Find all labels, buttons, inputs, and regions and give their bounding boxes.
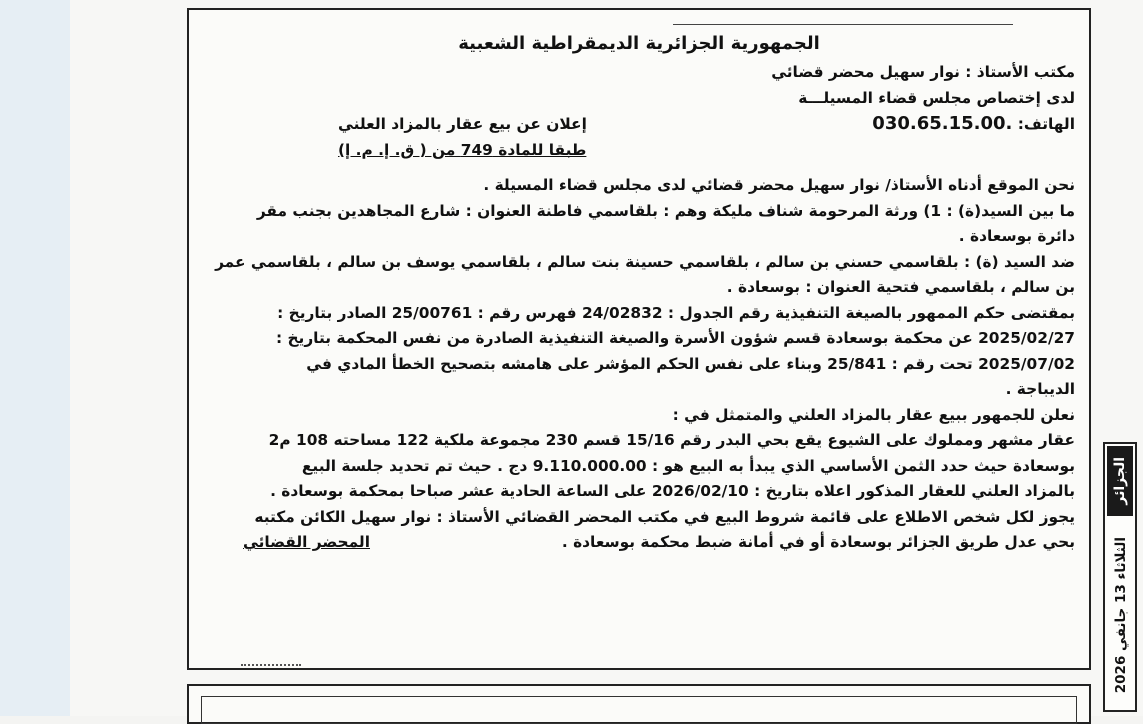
notice-content: [203, 16, 1075, 662]
next-notice-box: [187, 684, 1091, 724]
phone-label: الهاتف:: [1017, 115, 1075, 133]
body-line: 2025/07/02 تحت رقم : 25/841 وبناء على نفس الحكم المؤشر على هامشه بتصحيح الخطأ المادي في: [306, 354, 1075, 373]
republic-title: الجمهورية الجزائرية الديمقراطية الشعبية: [458, 33, 820, 54]
next-notice-inner-border: [201, 696, 1077, 724]
issue-date: الثلاثاء 13 جانفي 2026: [1113, 536, 1129, 694]
phone-announcement-row: [203, 111, 1075, 138]
signature-dots: [241, 664, 301, 666]
notice-body: [203, 173, 1075, 556]
legal-basis: طبقا للمادة 749 من ( ق. إ. م. إ): [338, 140, 587, 159]
phone-number: .030.65.15.00: [872, 113, 1013, 134]
body-line: 2025/02/27 عن محكمة بوسعادة قسم شؤون الأسرة والصيغة التنفيذية الصادرة من نفس المحكمة بتاريخ :: [275, 329, 1075, 347]
body-line: نعلن للجمهور ببيع عقار بالمزاد العلني والمتمثل في :: [672, 405, 1075, 424]
body-line: عقار مشهر ومملوك على الشيوع يقع بحي البدر رقم 15/16 قسم 230 مجموعة ملكية 122 مساحته 108 م2: [268, 431, 1075, 449]
closing-line: بحي عدل طريق الجزائر بوسعادة أو في أمانة ضبط محكمة بوسعادة .: [561, 533, 1075, 551]
legal-basis-row: [203, 138, 1075, 164]
phone-block: [872, 111, 1075, 138]
office-name: مكتب الأستاذ : نوار سهيل محضر قضائي: [771, 63, 1075, 81]
left-margin-strip: [0, 0, 70, 716]
office-jurisdiction: لدى إختصاص مجلس قضاء المسيلـــة: [798, 88, 1075, 107]
body-line: بن سالم ، بلقاسمي فتحية العنوان : بوسعادة .: [726, 278, 1075, 296]
closing-row: [203, 530, 1075, 556]
body-line: بوسعادة حيث حدد الثمن الأساسي الذي يبدأ به البيع هو : 9.110.000.00 دج . حيث تم تحديد جلسة البيع: [301, 456, 1075, 475]
newspaper-edge-strip: [1103, 442, 1137, 712]
issue-date-block: [1108, 522, 1134, 708]
newspaper-logo: [1107, 446, 1133, 516]
body-line: ما بين السيد(ة) : 1) ورثة المرحومة شناف مليكة وهم : بلقاسمي فاطنة العنوان : شارع المجاهدين بجنب مقر: [256, 201, 1075, 220]
body-line: نحن الموقع أدناه الأستاذ/ نوار سهيل محضر قضائي لدى مجلس قضاء المسيلة .: [483, 176, 1075, 194]
legal-notice-box: [187, 8, 1091, 670]
body-line: الديباجة .: [1005, 380, 1075, 398]
announcement-title: إعلان عن بيع عقار بالمزاد العلني: [338, 114, 587, 133]
body-line: دائرة بوسعادة .: [958, 227, 1075, 245]
body-line: بالمزاد العلني للعقار المذكور اعلاه بتاريخ : 2026/02/10 على الساعة الحادية عشر صباحا بمحكمة بوسعادة .: [270, 482, 1075, 500]
newspaper-name: الجزائر: [1112, 457, 1128, 505]
body-line: يجوز لكل شخص الاطلاع على قائمة شروط البيع في مكتب المحضر القضائي الأستاذ : نوار سهيل الكائن مكتبه: [254, 507, 1075, 526]
body-line: بمقتضى حكم الممهور بالصيغة التنفيذية رقم الجدول : 24/02832 فهرس رقم : 25/00761 الصادر بتاريخ :: [277, 303, 1075, 322]
body-line: ضد السيد (ة) : بلقاسمي حسني بن سالم ، بلقاسمي حسينة بنت سالم ، بلقاسمي يوسف بن سالم ، بلقاسمي عمر: [215, 252, 1075, 271]
bailiff-signature: المحضر القضائي: [243, 533, 370, 551]
